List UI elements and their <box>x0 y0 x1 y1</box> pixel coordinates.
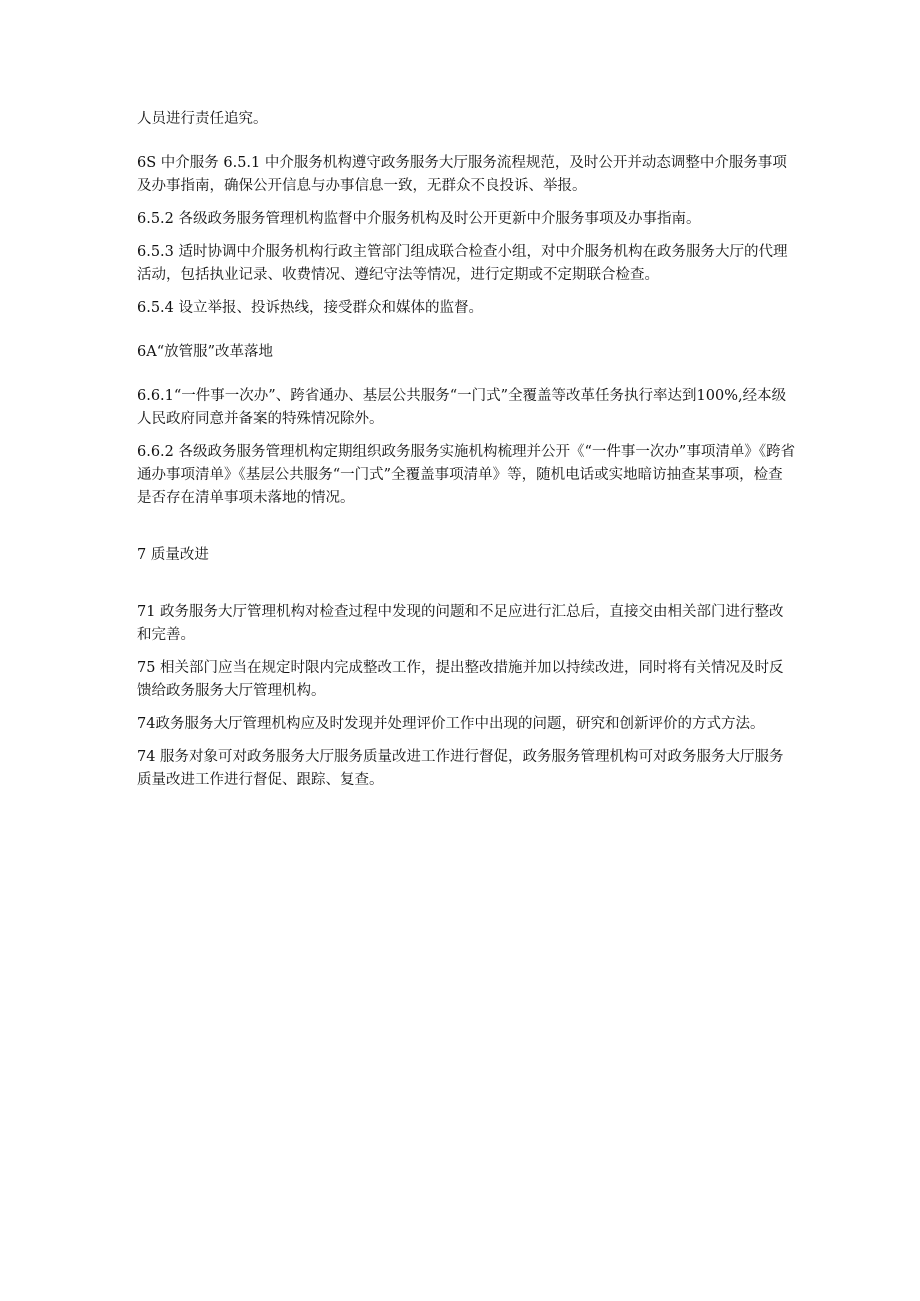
clause-6-6-2: 6.6.2 各级政务服务管理机构定期组织政务服务实施机构梳理并公开《“一件事一次办”事项清单》《跨省通办事项清单》《基层公共服务“一门式”全覆盖事项清单》等，随机电话或实地暗访抽查某事项，检查是否存在清单事项未落地的情况。 <box>137 444 796 506</box>
clause-7-3: 74政务服务大厅管理机构应及时发现并处理评价工作中出现的问题，研究和创新评价的方式方法。 <box>137 716 765 732</box>
document-body <box>137 108 797 792</box>
section-heading-6-6: 6A“放管服”改革落地 <box>137 344 274 360</box>
paragraph-continuation: 人员进行责任追究。 <box>137 111 268 127</box>
clause-6-5-4: 6.5.4 设立举报、投诉热线，接受群众和媒体的监督。 <box>137 300 484 316</box>
section-heading-7: 7 质量改进 <box>137 547 209 563</box>
clause-6-6-1: 6.6.1“一件事一次办”、跨省通办、基层公共服务“一门式”全覆盖等改革任务执行率达到100%,经本级人民政府同意并备案的特殊情况除外。 <box>137 388 787 427</box>
clause-7-1: 71 政务服务大厅管理机构对检查过程中发现的问题和不足应进行汇总后，直接交由相关部门进行整改和完善。 <box>137 604 784 643</box>
clause-6-5-3: 6.5.3 适时协调中介服务机构行政主管部门组成联合检查小组，对中介服务机构在政务服务大厅的代理活动，包括执业记录、收费情况、遵纪守法等情况，进行定期或不定期联合检查。 <box>137 244 788 283</box>
clause-7-2: 75 相关部门应当在规定时限内完成整改工作，提出整改措施并加以持续改进，同时将有关情况及时反馈给政务服务大厅管理机构。 <box>137 660 784 699</box>
clause-6-5-1: 6S 中介服务 6.5.1 中介服务机构遵守政务服务大厅服务流程规范，及时公开并动态调整中介服务事项及办事指南，确保公开信息与办事信息一致，无群众不良投诉、举报。 <box>137 155 787 194</box>
clause-6-5-2: 6.5.2 各级政务服务管理机构监督中介服务机构及时公开更新中介服务事项及办事指南。 <box>137 211 701 227</box>
clause-7-4: 74 服务对象可对政务服务大厅服务质量改进工作进行督促，政务服务管理机构可对政务服务大厅服务质量改进工作进行督促、跟踪、复查。 <box>137 749 784 788</box>
